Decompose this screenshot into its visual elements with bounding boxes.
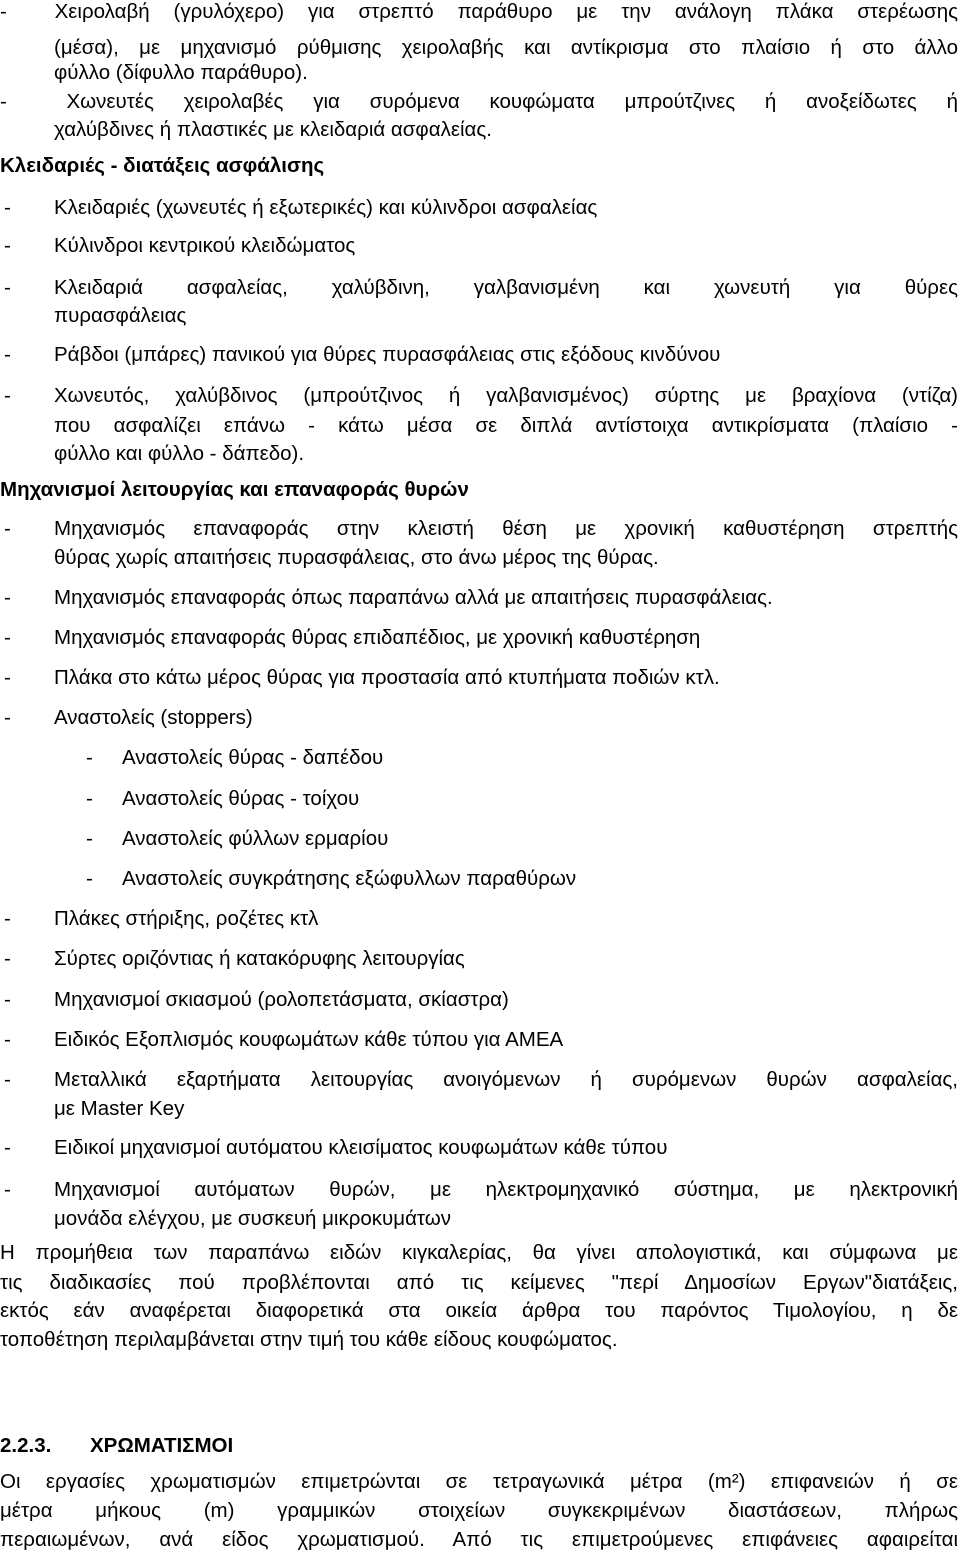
list-item-text: Μεταλλικά εξαρτήματα λειτουργίας ανοιγόμενων ή συρόμενων θυρών ασφαλείας, (54, 1068, 958, 1091)
list-dash: - (4, 666, 11, 689)
list-item-text: Πλάκα στο κάτω μέρος θύρας για προστασία από κτυπήματα ποδιών κτλ. (54, 666, 720, 689)
list-dash: - (86, 746, 93, 769)
list-dash: - (86, 787, 93, 810)
paragraph-line: τοποθέτηση περιλαμβάνεται στην τιμή του κάθε είδους κουφώματος. (0, 1328, 618, 1351)
list-dash: - (4, 1068, 11, 1091)
list-item-text: Ειδικοί μηχανισμοί αυτόματου κλεισίματος κουφωμάτων κάθε τύπου (54, 1136, 668, 1159)
list-item-text: Κλειδαριά ασφαλείας, χαλύβδινη, γαλβανισμένη και χωνευτή για θύρες (54, 276, 958, 299)
section-heading: Μηχανισμοί λειτουργίας και επαναφοράς θυρών (0, 478, 469, 501)
list-dash: - (86, 827, 93, 850)
list-dash: - (4, 517, 11, 540)
sub-list-item-text: Αναστολείς θύρας - τοίχου (122, 787, 360, 810)
list-dash: - (4, 234, 11, 257)
section-title: ΧΡΩΜΑΤΙΣΜΟΙ (90, 1434, 234, 1457)
sub-list-item-text: Αναστολείς φύλλων ερμαρίου (122, 827, 389, 850)
list-item-text: Ειδικός Εξοπλισμός κουφωμάτων κάθε τύπου για ΑΜΕΑ (54, 1028, 564, 1051)
list-dash: - (4, 706, 11, 729)
list-item-text: Κύλινδροι κεντρικού κλειδώματος (54, 234, 356, 257)
list-dash: - (86, 867, 93, 890)
paragraph-line: Οι εργασίες χρωματισμών επιμετρώνται σε τετραγωνικά μέτρα (m²) επιφανειών ή σε (0, 1470, 958, 1493)
list-item-text: Μηχανισμοί σκιασμού (ρολοπετάσματα, σκίαστρα) (54, 988, 509, 1011)
list-item-text: - Χωνευτές χειρολαβές για συρόμενα κουφώματα μπρούτζινες ή ανοξείδωτες ή (0, 90, 958, 113)
list-dash: - (4, 907, 11, 930)
list-item-text: (μέσα), με μηχανισμό ρύθμισης χειρολαβής και αντίκρισμα στο πλαίσιο ή στο άλλο (54, 36, 958, 59)
list-dash: - (4, 1136, 11, 1159)
sub-list-item-text: Αναστολείς θύρας - δαπέδου (122, 746, 384, 769)
list-item-text: Κλειδαριές (χωνευτές ή εξωτερικές) και κύλινδροι ασφαλείας (54, 196, 598, 219)
list-item-text: Σύρτες οριζόντιας ή κατακόρυφης λειτουργίας (54, 947, 465, 970)
list-item-text: μονάδα ελέγχου, με συσκευή μικροκυμάτων (54, 1207, 451, 1230)
paragraph-line: τις διαδικασίες πού προβλέπονται από τις κείμενες "περί Δημοσίων Εργων"διατάξεις, (0, 1271, 958, 1294)
list-item-text: Αναστολείς (stoppers) (54, 706, 253, 729)
list-dash: - (4, 586, 11, 609)
paragraph-line: Η προμήθεια των παραπάνω ειδών κιγκαλερίας, θα γίνει απολογιστικά, και σύμφωνα με (0, 1241, 958, 1264)
paragraph-line: εκτός εάν αναφέρεται διαφορετικά στα οικεία άρθρα του παρόντος Τιμολογίου, η δε (0, 1299, 958, 1322)
list-item-text: Χωνευτός, χαλύβδινος (μπρούτζινος ή γαλβανισμένος) σύρτης με βραχίονα (ντίζα) (54, 384, 958, 407)
list-dash: - (4, 626, 11, 649)
sub-list-item-text: Αναστολείς συγκράτησης εξώφυλλων παραθύρων (122, 867, 577, 890)
paragraph-line: περαιωμένων, ανά είδος χρωματισμού. Από τις επιμετρούμενες επιφάνειες αφαιρείται (0, 1528, 958, 1551)
paragraph-line: μέτρα μήκους (m) γραμμικών στοιχείων συγκεκριμένων διαστάσεων, πλήρως (0, 1499, 958, 1522)
list-item-text: με Master Key (54, 1097, 185, 1120)
list-item-text: φύλλο και φύλλο - δάπεδο). (54, 442, 305, 465)
list-item-text: Ράβδοι (μπάρες) πανικού για θύρες πυρασφάλειας στις εξόδους κινδύνου (54, 343, 721, 366)
list-item-text: Μηχανισμοί αυτόματων θυρών, με ηλεκτρομηχανικό σύστημα, με ηλεκτρονική (54, 1178, 958, 1201)
list-item-text: Πλάκες στήριξης, ροζέτες κτλ (54, 907, 319, 930)
list-dash: - (4, 1028, 11, 1051)
list-item-text: Μηχανισμός επαναφοράς θύρας επιδαπέδιος, με χρονική καθυστέρηση (54, 626, 701, 649)
list-item-text: Μηχανισμός επαναφοράς στην κλειστή θέση με χρονική καθυστέρηση στρεπτής (54, 517, 958, 540)
list-item-text: - Χειρολαβή (γρυλόχερο) για στρεπτό παράθυρο με την ανάλογη πλάκα στερέωσης (0, 0, 958, 23)
list-item-text: φύλλο (δίφυλλο παράθυρο). (54, 61, 308, 84)
list-dash: - (4, 1178, 11, 1201)
list-item-text: που ασφαλίζει επάνω - κάτω μέσα σε διπλά αντίστοιχα αντικρίσματα (πλαίσιο - (54, 414, 958, 437)
list-item-text: χαλύβδινες ή πλαστικές με κλειδαριά ασφαλείας. (54, 118, 492, 141)
list-dash: - (4, 384, 11, 407)
list-dash: - (4, 947, 11, 970)
section-number: 2.2.3. (0, 1434, 52, 1457)
list-item-text: πυρασφάλειας (54, 304, 187, 327)
list-dash: - (4, 196, 11, 219)
list-dash: - (4, 988, 11, 1011)
list-item-text: Μηχανισμός επαναφοράς όπως παραπάνω αλλά με απαιτήσεις πυρασφάλειας. (54, 586, 773, 609)
list-dash: - (4, 343, 11, 366)
section-heading: Κλειδαριές - διατάξεις ασφάλισης (0, 154, 325, 177)
list-dash: - (4, 276, 11, 299)
list-item-text: θύρας χωρίς απαιτήσεις πυρασφάλειας, στο άνω μέρος της θύρας. (54, 546, 659, 569)
